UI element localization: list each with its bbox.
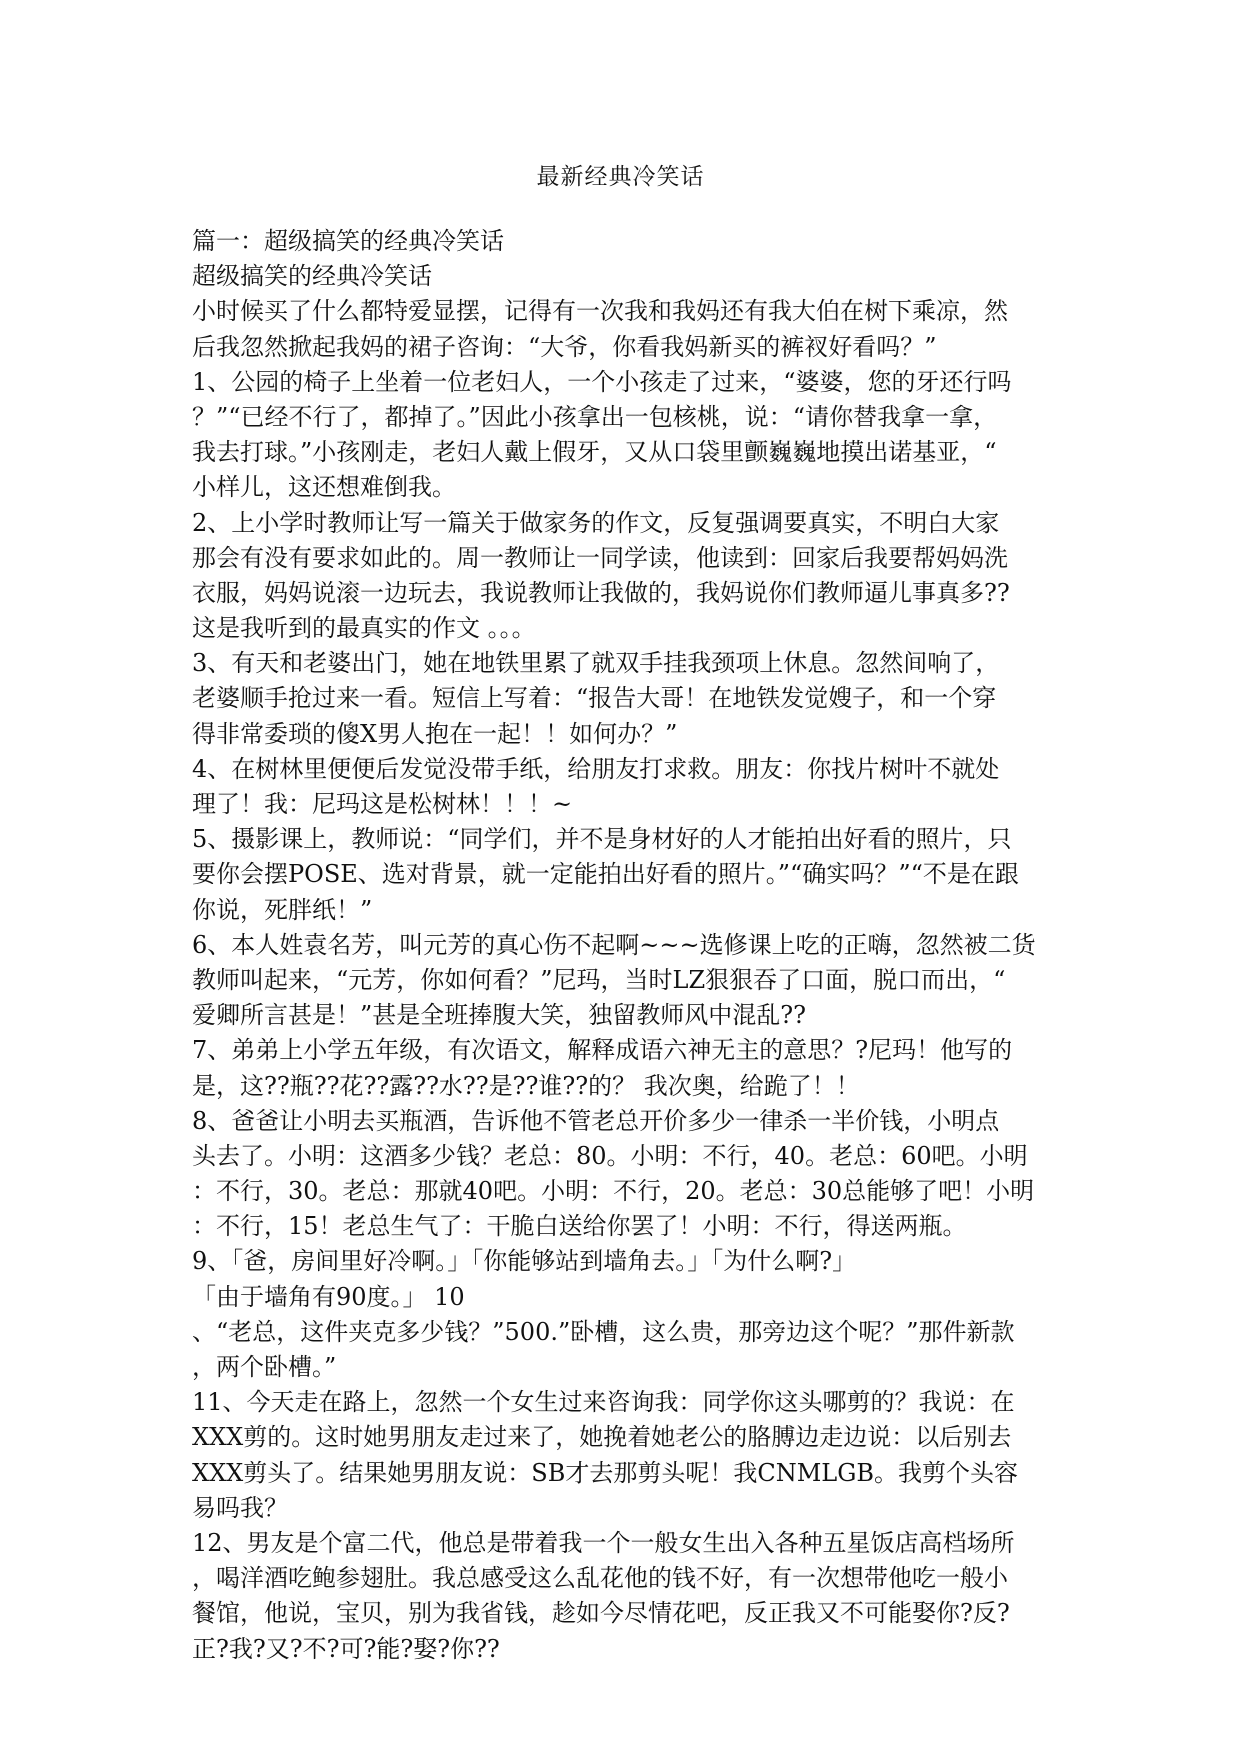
text-line: 6、本人姓袁名芳，叫元芳的真心伤不起啊~~~选修课上吃的正嗨，忽然被二货: [192, 930, 1036, 959]
text-line: ，喝洋酒吃鲍参翅肚。我总感受这么乱花他的钱不好，有一次想带他吃一般小: [192, 1564, 1008, 1593]
text-line: 衣服，妈妈说滚一边玩去，我说教师让我做的，我妈说你们教师逼儿事真多??: [192, 578, 1010, 607]
document-body: [192, 224, 1052, 1667]
text-line: 小样儿，这还想难倒我。: [192, 473, 456, 502]
text-line: 是，这??瓶??花??露??水??是??谁??的？ 我次奥，给跪了！！: [192, 1071, 860, 1100]
text-line: ，两个卧槽。”: [192, 1353, 337, 1381]
text-line: 我去打球。”小孩刚走，老妇人戴上假牙，又从口袋里颤巍巍地摸出诺基亚，“: [192, 438, 997, 467]
text-line: 头去了。小明：这酒多少钱？老总：80。小明：不行，40。老总：60吧。小明: [192, 1141, 1028, 1170]
text-line: 4、在树林里便便后发觉没带手纸，给朋友打求救。朋友：你找片树叶不就处: [192, 754, 1000, 783]
text-line: 「由于墙角有90度。」 10: [192, 1282, 465, 1311]
text-line: 超级搞笑的经典冷笑话: [192, 262, 432, 291]
text-line: 教师叫起来，“元芳，你如何看？”尼玛，当时LZ狠狠吞了口面，脱口而出，“: [192, 965, 1006, 994]
text-line: 篇一：超级搞笑的经典冷笑话: [192, 227, 504, 255]
text-line: ：不行，15！老总生气了：干脆白送给你罢了！小明：不行，得送两瓶。: [192, 1212, 967, 1241]
text-line: 5、摄影课上，教师说：“同学们，并不是身材好的人才能拍出好看的照片，只: [192, 825, 1012, 854]
text-line: 那会有没有要求如此的。周一教师让一同学读，他读到：回家后我要帮妈妈洗: [192, 543, 1008, 572]
text-line: 后我忽然掀起我妈的裙子咨询：“大爷，你看我妈新买的裤衩好看吗？”: [192, 332, 937, 361]
text-line: 2、上小学时教师让写一篇关于做家务的作文，反复强调要真实，不明白大家: [192, 508, 1000, 537]
text-line: 12、男友是个富二代，他总是带着我一个一般女生出入各种五星饭店高档场所: [192, 1528, 1015, 1557]
text-line: 3、有天和老婆出门，她在地铁里累了就双手挂我颈项上休息。忽然间响了，: [192, 649, 1000, 678]
text-line: 你说，死胖纸！”: [192, 895, 373, 924]
text-line: 7、弟弟上小学五年级，有次语文，解释成语六神无主的意思？?尼玛！他写的: [192, 1036, 1013, 1065]
text-line: XXX剪的。这时她男朋友走过来了，她挽着她老公的胳膊边走边说：以后别去: [192, 1423, 1012, 1452]
text-line: 、“老总，这件夹克多少钱？”500.”卧槽，这么贵，那旁边这个呢？”那件新款: [192, 1317, 1015, 1346]
text-line: ：不行，30。老总：那就40吧。小明：不行，20。老总：30总能够了吧！小明: [192, 1177, 1035, 1206]
text-line: 爱卿所言甚是！”甚是全班捧腹大笑，独留教师风中混乱??: [192, 1001, 807, 1030]
text-line: 11、今天走在路上，忽然一个女生过来咨询我：同学你这头哪剪的？我说：在: [192, 1388, 1015, 1417]
text-line: 这是我听到的最真实的作文 。。。: [192, 614, 536, 643]
text-line: 得非常委琐的傻X男人抱在一起！！如何办？”: [192, 719, 678, 748]
text-line: XXX剪头了。结果她男朋友说：SB才去那剪头呢！我CNMLGB。我剪个头容: [192, 1458, 1019, 1487]
text-line: 8、爸爸让小明去买瓶酒，告诉他不管老总开价多少一律杀一半价钱，小明点: [192, 1106, 1000, 1135]
text-line: 小时候买了什么都特爱显摆，记得有一次我和我妈还有我大伯在树下乘凉，然: [192, 297, 1008, 326]
text-line: 1、公园的椅子上坐着一位老妇人，一个小孩走了过来，“婆婆，您的牙还行吗: [192, 367, 1012, 396]
text-line: 要你会摆POSE、选对背景，就一定能拍出好看的照片。”“确实吗？”“不是在跟: [192, 860, 1019, 889]
text-line: ？”“已经不行了，都掉了。”因此小孩拿出一包核桃，说：“请你替我拿一拿，: [192, 402, 998, 431]
text-line: 9、「爸，房间里好冷啊。」「你能够站到墙角去。」「为什么啊?」: [192, 1247, 857, 1276]
text-line: 理了！我：尼玛这是松树林！！！~: [192, 790, 573, 818]
document-title: 最新经典冷笑话: [536, 164, 705, 190]
text-line: 正?我?又?不?可?能?娶?你??: [192, 1634, 500, 1663]
text-line: 易吗我？: [192, 1493, 288, 1522]
text-line: 餐馆，他说，宝贝，别为我省钱，趁如今尽情花吧，反正我又不可能娶你?反?: [192, 1599, 1010, 1628]
text-line: 老婆顺手抢过来一看。短信上写着：“报告大哥！在地铁发觉嫂子，和一个穿: [192, 684, 997, 713]
